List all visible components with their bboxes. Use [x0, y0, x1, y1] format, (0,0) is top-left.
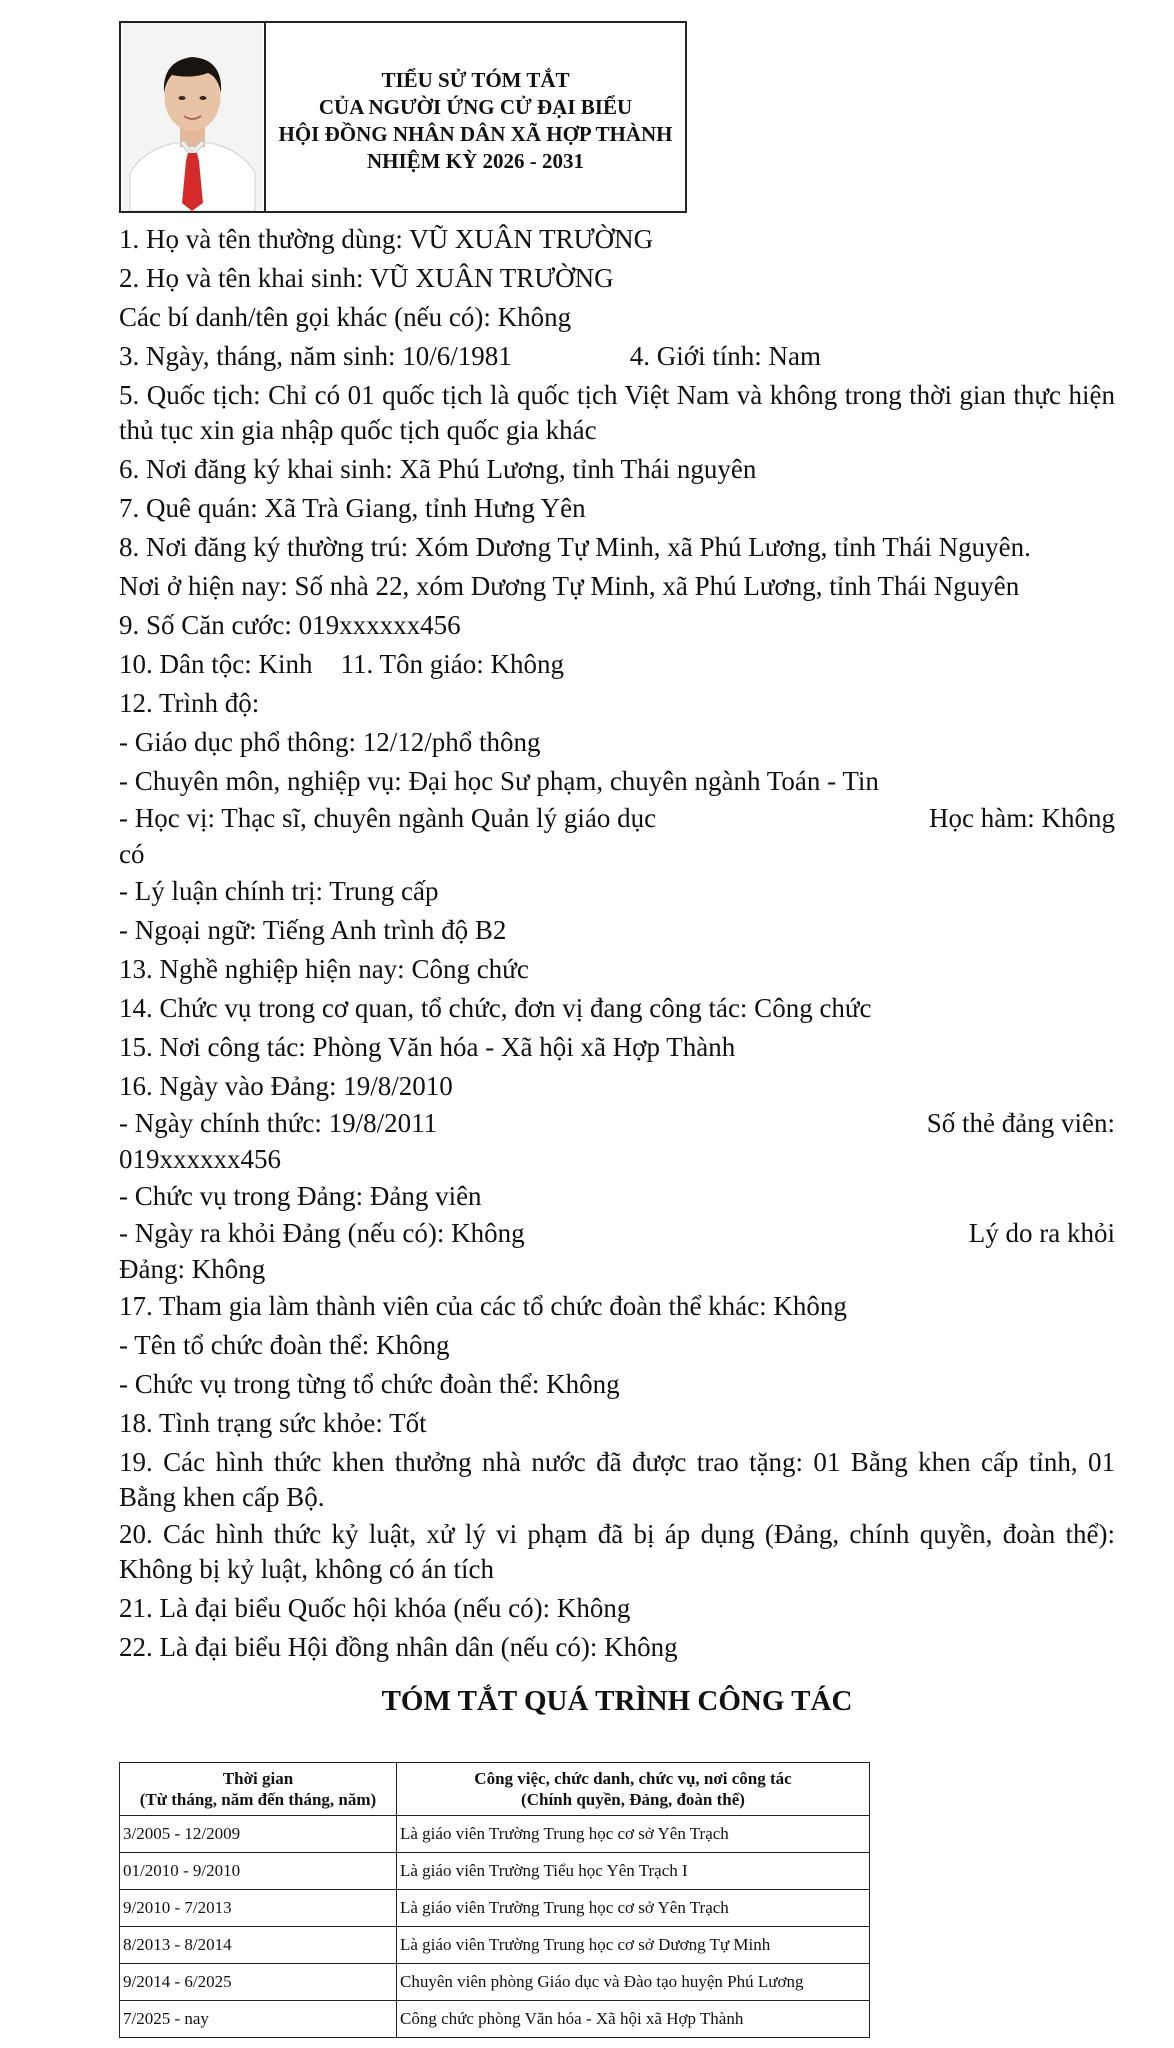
- bio-line-foreign-language: - Ngoại ngữ: Tiếng Anh trình độ B2: [119, 915, 507, 945]
- bio-line-peoples-council: 22. Là đại biểu Hội đồng nhân dân (nếu có): Không: [119, 1632, 678, 1662]
- bio-line-professional: - Chuyên môn, nghiệp vụ: Đại học Sư phạm, chuyên ngành Toán - Tin: [119, 766, 879, 796]
- bio-line-education-heading: 12. Trình độ:: [119, 688, 260, 718]
- bio-gender: 4. Giới tính: Nam: [629, 341, 821, 371]
- bio-line-organization-role: - Chức vụ trong từng tổ chức đoàn thể: Không: [119, 1369, 620, 1399]
- cell-time: 8/2013 - 8/2014: [120, 1927, 397, 1964]
- table-row: [120, 1927, 870, 1964]
- bio-birthdate: 3. Ngày, tháng, năm sinh: 10/6/1981: [119, 341, 512, 371]
- bio-line-current-address: Nơi ở hiện nay: Số nhà 22, xóm Dương Tự Minh, xã Phú Lương, tỉnh Thái Nguyên: [119, 571, 1020, 601]
- title-line-1: TIỂU SỬ TÓM TẮT: [381, 68, 570, 92]
- bio-line-political-theory: - Lý luận chính trị: Trung cấp: [119, 876, 439, 906]
- bio-party-leave-reason-label: Lý do ra khỏi: [968, 1218, 1115, 1248]
- bio-line-party-leave-cont: Đảng: Không: [119, 1254, 266, 1284]
- cell-time: 7/2025 - nay: [120, 2001, 397, 2038]
- bio-line-aliases: Các bí danh/tên gọi khác (nếu có): Không: [119, 302, 572, 332]
- bio-line-party-card: 019xxxxxx456: [119, 1144, 281, 1174]
- bio-ethnicity: 10. Dân tộc: Kinh: [119, 649, 313, 679]
- bio-line-awards: 19. Các hình thức khen thưởng nhà nước đã được trao tặng: 01 Bằng khen cấp tỉnh, 01 Bằng khen cấp Bộ.: [119, 1447, 1115, 1512]
- title-line-3: HỘI ĐỒNG NHÂN DÂN XÃ HỢP THÀNH: [278, 122, 673, 146]
- table-row: [120, 1964, 870, 2001]
- bio-line-occupation: 13. Nghề nghiệp hiện nay: Công chức: [119, 954, 529, 984]
- bio-line-hometown: 7. Quê quán: Xã Trà Giang, tỉnh Hưng Yên: [119, 493, 586, 523]
- cell-job: Là giáo viên Trường Tiểu học Yên Trạch I: [397, 1853, 870, 1890]
- title-line-2: CỦA NGƯỜI ỨNG CỬ ĐẠI BIỂU: [318, 95, 633, 119]
- cell-job: Công chức phòng Văn hóa - Xã hội xã Hợp Thành: [397, 2001, 870, 2038]
- bio-line-degree-cont: có: [119, 839, 145, 869]
- header-box: [119, 21, 687, 213]
- bio-party-official-date: - Ngày chính thức: 19/8/2011: [119, 1108, 438, 1138]
- bio-line-position: 14. Chức vụ trong cơ quan, tổ chức, đơn vị đang công tác: Công chức: [119, 993, 872, 1023]
- table-row: [120, 1816, 870, 1853]
- bio-academic-rank: Học hàm: Không: [929, 803, 1115, 833]
- column-header-time-line-1: Thời gian: [222, 1769, 294, 1788]
- title-line-4: NHIỆM KỲ 2026 - 2031: [367, 149, 584, 173]
- bio-line-health: 18. Tình trạng sức khỏe: Tốt: [119, 1408, 427, 1438]
- bio-line-permanent-address: 8. Nơi đăng ký thường trú: Xóm Dương Tự Minh, xã Phú Lương, tỉnh Thái Nguyên.: [119, 532, 1031, 562]
- bio-party-leave-date: - Ngày ra khỏi Đảng (nếu có): Không: [119, 1218, 525, 1248]
- cell-job: Chuyên viên phòng Giáo dục và Đào tạo huyện Phú Lương: [397, 1964, 870, 2001]
- portrait-image: [122, 23, 263, 211]
- bio-line-party-role: - Chức vụ trong Đảng: Đảng viên: [119, 1181, 482, 1211]
- bio-degree: - Học vị: Thạc sĩ, chuyên ngành Quản lý giáo dục: [119, 803, 657, 833]
- work-history-table: [119, 1762, 870, 2038]
- bio-line-organization-name: - Tên tổ chức đoàn thể: Không: [119, 1330, 450, 1360]
- bio-line-discipline: 20. Các hình thức kỷ luật, xử lý vi phạm đã bị áp dụng (Đảng, chính quyền, đoàn thể): Không bị kỷ luật, không có án tích: [119, 1519, 1115, 1584]
- bio-line-party-official: [119, 1106, 1115, 1141]
- portrait-photo: [121, 23, 266, 211]
- bio-line-1: 1. Họ và tên thường dùng: VŨ XUÂN TRƯỜNG: [119, 224, 654, 254]
- cell-job: Là giáo viên Trường Trung học cơ sở Yên Trạch: [397, 1816, 870, 1853]
- bio-line-birth-gender: [119, 337, 1115, 376]
- bio-line-birthplace: 6. Nơi đăng ký khai sinh: Xã Phú Lương, tỉnh Thái nguyên: [119, 454, 757, 484]
- table-row: [120, 1890, 870, 1927]
- bio-line-workplace: 15. Nơi công tác: Phòng Văn hóa - Xã hội xã Hợp Thành: [119, 1032, 736, 1062]
- bio-line-party-join: 16. Ngày vào Đảng: 19/8/2010: [119, 1071, 453, 1101]
- bio-line-nationality: 5. Quốc tịch: Chỉ có 01 quốc tịch là quốc tịch Việt Nam và không trong thời gian thực hiện thủ tục xin gia nhập quốc tịch quốc gia khác: [119, 380, 1115, 445]
- column-header-time: [120, 1763, 397, 1816]
- column-header-job: [397, 1763, 870, 1816]
- biography-body: [119, 220, 1115, 1667]
- column-header-time-line-2: (Từ tháng, năm đến tháng, năm): [139, 1790, 377, 1809]
- table-row: [120, 1853, 870, 1890]
- cell-time: 01/2010 - 9/2010: [120, 1853, 397, 1890]
- bio-line-ethnicity-religion: [119, 645, 1115, 684]
- table-row: [120, 2001, 870, 2038]
- cell-job: Là giáo viên Trường Trung học cơ sở Dương Tự Minh: [397, 1927, 870, 1964]
- cell-time: 3/2005 - 12/2009: [120, 1816, 397, 1853]
- cell-time: 9/2014 - 6/2025: [120, 1964, 397, 2001]
- column-header-job-line-1: Công việc, chức danh, chức vụ, nơi công tác: [474, 1769, 792, 1788]
- bio-party-card-label: Số thẻ đảng viên:: [926, 1108, 1115, 1138]
- bio-line-general-education: - Giáo dục phổ thông: 12/12/phổ thông: [119, 727, 541, 757]
- bio-line-degree: [119, 801, 1115, 836]
- cell-job: Là giáo viên Trường Trung học cơ sở Yên Trạch: [397, 1890, 870, 1927]
- bio-line-2: 2. Họ và tên khai sinh: VŨ XUÂN TRƯỜNG: [119, 263, 614, 293]
- cell-time: 9/2010 - 7/2013: [120, 1890, 397, 1927]
- work-history-title: TÓM TẮT QUÁ TRÌNH CÔNG TÁC: [381, 1685, 853, 1717]
- bio-line-id: 9. Số Căn cước: 019xxxxxx456: [119, 610, 461, 640]
- bio-line-organizations: 17. Tham gia làm thành viên của các tổ chức đoàn thể khác: Không: [119, 1291, 847, 1321]
- bio-line-party-leave: [119, 1216, 1115, 1251]
- bio-line-national-assembly: 21. Là đại biểu Quốc hội khóa (nếu có): Không: [119, 1593, 631, 1623]
- bio-religion: 11. Tôn giáo: Không: [340, 649, 564, 679]
- document-title: [266, 23, 685, 211]
- column-header-job-line-2: (Chính quyền, Đảng, đoàn thể): [521, 1790, 745, 1809]
- table-header-row: [120, 1763, 870, 1816]
